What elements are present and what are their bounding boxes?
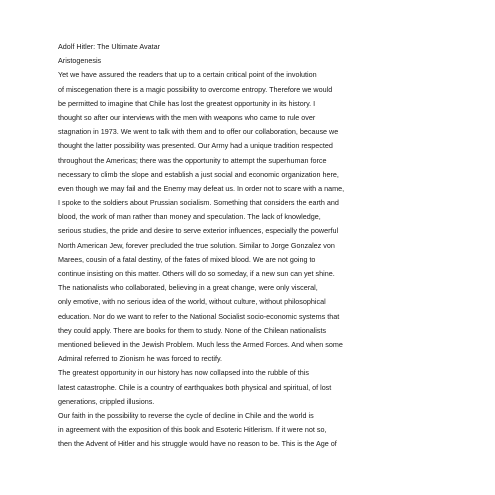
text-line: The greatest opportunity in our history has now collapsed into the rubble of this (58, 368, 309, 378)
text-line: Yet we have assured the readers that up to a certain critical point of the involution (58, 70, 317, 80)
text-line: Our faith in the possibility to reverse the cycle of decline in Chile and the world is (58, 410, 314, 420)
text-line: then the Advent of Hitler and his struggle would have no reason to be. This is the Age of (58, 439, 337, 449)
text-line: North American Jew, forever precluded the true solution. Similar to Jorge Gonzalez von (58, 240, 335, 250)
text-line: throughout the Americas; there was the opportunity to attempt the superhuman force (58, 155, 327, 165)
text-line: latest catastrophe. Chile is a country of earthquakes both physical and spiritual, of lost (58, 382, 332, 392)
document-title: Adolf Hitler: The Ultimate Avatar (58, 42, 160, 51)
text-line: be permitted to imagine that Chile has lost the greatest opportunity in its history. I (58, 98, 316, 108)
text-line: education. Nor do we want to refer to the National Socialist socio-economic systems that (58, 311, 340, 321)
text-line: I spoke to the soldiers about Prussian socialism. Something that considers the earth and (58, 198, 339, 208)
text-line: necessary to climb the slope and establish a just social and economic organization here, (58, 169, 339, 179)
text-line: generations, crippled illusions. (58, 396, 155, 406)
text-line: The nationalists who collaborated, believing in a great change, were only visceral, (58, 283, 318, 293)
text-line: mentioned believed in the Jewish Problem. Much less the Armed Forces. And when some (58, 339, 343, 349)
text-line: Marees, cousin of a fatal destiny, of the fates of mixed blood. We are not going to (58, 254, 316, 264)
text-line: in agreement with the exposition of this book and Esoteric Hitlerism. If it were not so, (58, 425, 327, 435)
text-line: even though we may fail and the Enemy may defeat us. In order not to scare with a name, (58, 183, 345, 193)
text-line: they could apply. There are books for them to study. None of the Chilean nationalists (58, 325, 327, 335)
text-line: thought the latter possibility was presented. Our Army had a unique tradition respected (58, 141, 333, 151)
text-line: of miscegenation there is a magic possibility to overcome entropy. Therefore we would (58, 84, 333, 94)
text-line: stagnation in 1973. We went to talk with them and to offer our collaboration, because we (58, 127, 339, 137)
text-line: blood, the work of man rather than money and speculation. The lack of knowledge, (58, 212, 321, 222)
document-body (58, 40, 458, 451)
text-line: thought so after our interviews with the men with weapons who came to rule over (58, 112, 316, 122)
text-line: Admiral referred to Zionism he was forced to rectify. (58, 354, 223, 364)
section-heading: Aristogenesis (58, 56, 102, 66)
text-line: continue insisting on this matter. Others will do so someday, if a new sun can yet shine. (58, 269, 335, 278)
text-line: serious studies, the pride and desire to serve exterior influences, especially the powerful (58, 226, 339, 236)
text-line: only emotive, with no serious idea of the world, without culture, without philosophical (58, 297, 326, 307)
